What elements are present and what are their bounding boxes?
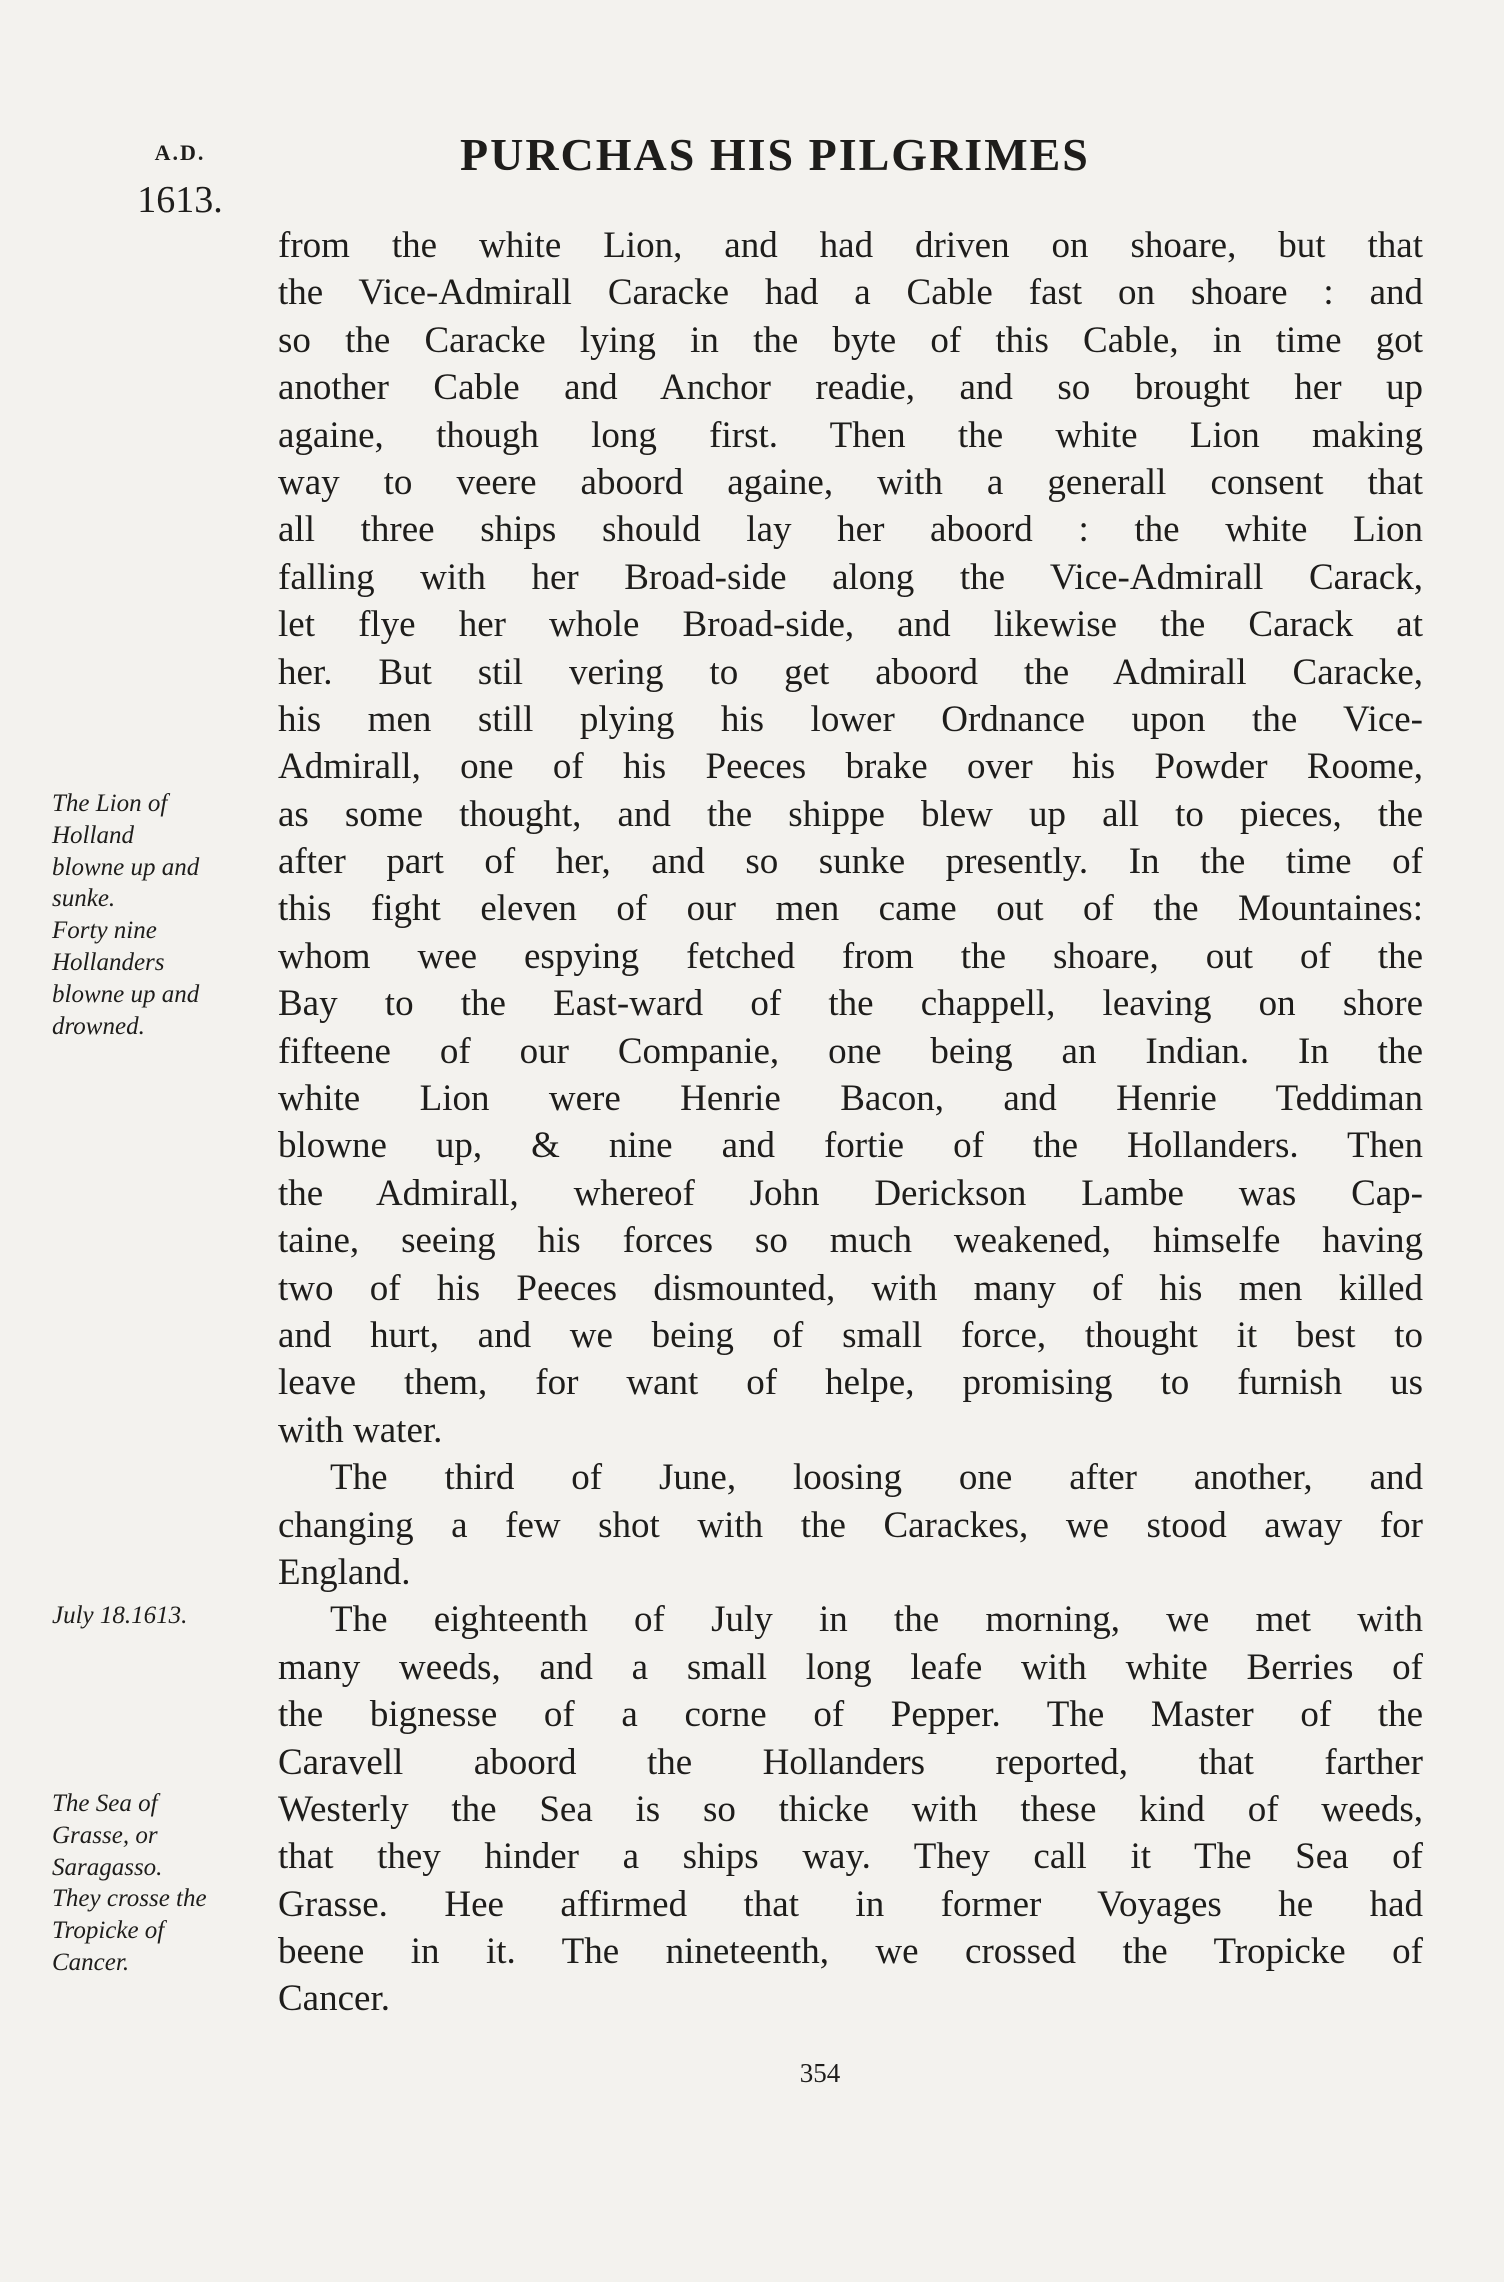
margin-note-line: Forty nine bbox=[52, 917, 157, 945]
text-line: The third of June, loosing one after another, and bbox=[330, 1457, 1423, 1499]
margin-note-line: Cancer. bbox=[52, 1948, 130, 1976]
text-line: the Admirall, whereof John Derickson Lambe was Cap- bbox=[278, 1172, 1423, 1214]
margin-note-line: July 18.1613. bbox=[52, 1602, 188, 1629]
text-line: changing a few shot with the Carackes, we stood away for bbox=[278, 1504, 1423, 1546]
margin-note-line: They crosse the bbox=[52, 1885, 207, 1913]
margin-note-july bbox=[52, 1600, 272, 1632]
text-line: blowne up, & nine and fortie of the Hollanders. Then bbox=[278, 1125, 1423, 1167]
body-text bbox=[278, 222, 1423, 2023]
margin-note-line: sunke. bbox=[52, 885, 116, 913]
text-line: and hurt, and we being of small force, thought it best to bbox=[278, 1314, 1423, 1356]
margin-note-line: The Sea of bbox=[52, 1790, 158, 1817]
margin-note-sea bbox=[52, 1788, 272, 1979]
running-head-year: 1613. bbox=[137, 179, 223, 221]
text-line: whom wee espying fetched from the shoare, out of the bbox=[278, 935, 1423, 977]
text-line: Grasse. Hee affirmed that in former Voyages he had bbox=[278, 1883, 1423, 1925]
text-line: white Lion were Henrie Bacon, and Henrie Teddiman bbox=[278, 1078, 1423, 1120]
text-line: many weeds, and a small long leafe with white Berries of bbox=[278, 1646, 1423, 1688]
running-title: PURCHAS HIS PILGRIMES bbox=[460, 129, 1090, 180]
text-line: way to veere aboord againe, with a generall consent that bbox=[278, 461, 1423, 503]
margin-note-line: The Lion of bbox=[52, 790, 168, 817]
text-line: after part of her, and so sunke presently. In the time of bbox=[278, 841, 1423, 883]
text-line: fifteene of our Companie, one being an Indian. In the bbox=[278, 1030, 1423, 1072]
margin-note-line: Saragasso. bbox=[52, 1853, 163, 1881]
text-line: falling with her Broad-side along the Vice-Admirall Carack, bbox=[278, 556, 1423, 598]
text-line: the bignesse of a corne of Pepper. The Master of the bbox=[278, 1694, 1423, 1736]
margin-note-line: blowne up and bbox=[52, 853, 200, 881]
text-line: two of his Peeces dismounted, with many of his men killed bbox=[278, 1267, 1423, 1309]
margin-note-line: Hollanders bbox=[52, 948, 165, 976]
text-line: that they hinder a ships way. They call it The Sea of bbox=[278, 1836, 1423, 1878]
margin-note-lion bbox=[52, 788, 272, 1042]
text-line: let flye her whole Broad-side, and likewise the Carack at bbox=[278, 604, 1423, 646]
page-number: 354 bbox=[799, 2058, 841, 2088]
text-line: as some thought, and the shippe blew up all to pieces, the bbox=[278, 793, 1423, 835]
text-line: Cancer. bbox=[278, 1978, 390, 2020]
text-line: so the Caracke lying in the byte of this Cable, in time got bbox=[278, 319, 1423, 361]
running-head-ad: A.D. bbox=[154, 140, 206, 165]
margin-note-line: Grasse, or bbox=[52, 1821, 158, 1849]
text-line: England. bbox=[278, 1551, 411, 1593]
text-line: with water. bbox=[278, 1409, 443, 1451]
text-line: another Cable and Anchor readie, and so brought her up bbox=[278, 367, 1423, 409]
text-line: all three ships should lay her aboord : the white Lion bbox=[278, 509, 1423, 551]
margin-note-line: Tropicke of bbox=[52, 1917, 165, 1945]
text-line: Caravell aboord the Hollanders reported, that farther bbox=[278, 1741, 1423, 1783]
text-line: beene in it. The nineteenth, we crossed the Tropicke of bbox=[278, 1931, 1423, 1973]
text-line: leave them, for want of helpe, promising to furnish us bbox=[278, 1362, 1423, 1404]
text-line: the Vice-Admirall Caracke had a Cable fast on shoare : and bbox=[278, 272, 1423, 314]
margin-note-line: Holland bbox=[52, 821, 134, 849]
margin-note-line: blowne up and bbox=[52, 980, 200, 1008]
text-line: from the white Lion, and had driven on shoare, but that bbox=[278, 225, 1423, 266]
text-line: her. But stil vering to get aboord the Admirall Caracke, bbox=[278, 651, 1423, 693]
text-line: his men still plying his lower Ordnance upon the Vice- bbox=[278, 698, 1423, 740]
text-line: Westerly the Sea is so thicke with these kind of weeds, bbox=[278, 1788, 1423, 1830]
margin-note-line: drowned. bbox=[52, 1012, 145, 1040]
text-line: this fight eleven of our men came out of the Mountaines: bbox=[278, 888, 1423, 930]
text-line: againe, though long first. Then the white Lion making bbox=[278, 414, 1423, 456]
text-line: taine, seeing his forces so much weakened, himselfe having bbox=[278, 1220, 1423, 1262]
text-line: The eighteenth of July in the morning, we met with bbox=[330, 1599, 1423, 1641]
text-line: Admirall, one of his Peeces brake over his Powder Roome, bbox=[278, 746, 1423, 788]
text-line: Bay to the East-ward of the chappell, leaving on shore bbox=[278, 983, 1423, 1025]
